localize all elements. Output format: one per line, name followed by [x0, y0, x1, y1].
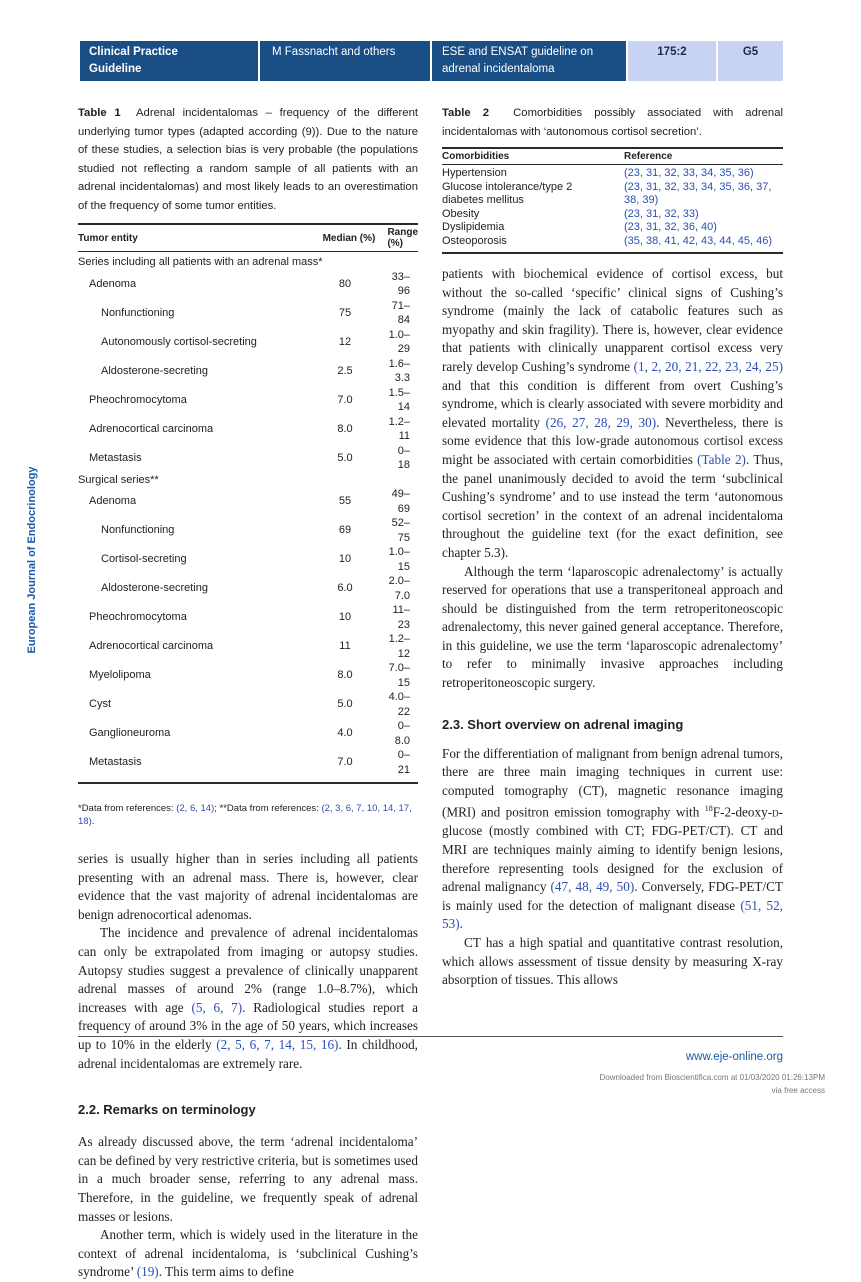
table1-cell-range: 1.6–3.3 — [388, 357, 410, 384]
table1-row — [78, 574, 418, 603]
header-authors — [260, 41, 430, 81]
right-column — [442, 104, 783, 990]
table1-cell-range: 11–23 — [392, 604, 410, 631]
table1-cell-entity: Series including all patients with an adrenal mass* — [78, 256, 323, 268]
table1-row — [78, 252, 418, 270]
table2-cell-comorbidity: Hypertension — [442, 167, 507, 179]
lp4a: Another term, which is widely used in the literature in the context of adrenal incidentaloma, is ‘subclinical Cushing’s syndrome’ — [78, 1227, 418, 1280]
table2-caption — [442, 104, 783, 141]
table1-cell-entity: Metastasis — [89, 451, 142, 464]
footer-access-note: via free access — [771, 1086, 825, 1095]
table1-cell-range: 71–84 — [391, 299, 410, 326]
table1-cell-median — [323, 252, 388, 270]
table1-bottom-rule — [78, 782, 418, 784]
table1-row — [78, 415, 418, 444]
table1-cell-median: 2.5 — [337, 364, 353, 377]
table1-row — [78, 690, 418, 719]
table1-cell-entity: Aldosterone-secreting — [101, 364, 209, 377]
section-heading-2-3: 2.3. Short overview on adrenal imaging — [442, 716, 684, 732]
table1-row — [78, 661, 418, 690]
table1-cell-range: 0–21 — [397, 749, 410, 776]
footer-download-note: Downloaded from Bioscientifica.com at 01/03/2020 01:26:13PM — [599, 1073, 825, 1082]
table1-cell-range: 49–69 — [391, 488, 410, 515]
table1-cell-entity: Aldosterone-secreting — [101, 582, 209, 595]
table1-cell-range: 1.2–11 — [388, 415, 410, 442]
table2-body — [442, 165, 783, 249]
rp3-ref1[interactable]: (47, 48, 49, 50) — [550, 879, 635, 895]
table1-row — [78, 357, 418, 386]
table1-cell-range: 0–18 — [397, 444, 410, 471]
table1-header-range: Range (%) — [387, 227, 418, 249]
footnote-a-refs[interactable]: (2, 6, 14) — [176, 803, 215, 814]
table1-cell-entity: Pheochromocytoma — [89, 611, 187, 624]
table1-cell-entity: Adenoma — [89, 277, 137, 290]
right-paragraph-4: CT has a high spatial and quantitative contrast resolution, which allows assessment of tissue density by measuring X-ray absorption of tissues. This allows — [442, 934, 783, 988]
table1-cell-range: 4.0–22 — [388, 691, 410, 718]
table1-cell-range: 1.0–15 — [388, 546, 410, 573]
left-paragraph-4 — [78, 1226, 418, 1282]
lp2-ref2[interactable]: (2, 5, 6, 7, 14, 15, 16) — [216, 1036, 339, 1052]
rp3e: . — [459, 916, 463, 932]
table1-cell-median: 5.0 — [337, 698, 353, 711]
left-body — [78, 850, 418, 1282]
header-volume — [628, 41, 716, 81]
table2-row — [442, 181, 783, 208]
table1 — [78, 223, 418, 777]
table2-row — [442, 208, 783, 222]
table1-label: Table 1 — [78, 107, 121, 119]
rp3-sup: 18 — [704, 804, 713, 814]
table1-cell-entity: Adrenocortical carcinoma — [89, 640, 214, 653]
left-paragraph-3: As already discussed above, the term ‘adrenal incidentaloma’ can be defined by very restrictive criteria, but is sometimes used in a much broader sense, referring to any adrenal mass. Therefore, in the guideline, we frequently speak of adrenal masses or lesions. — [78, 1134, 418, 1224]
table2-bottom-rule — [442, 252, 783, 254]
right-paragraph-2: Although the term ‘laparoscopic adrenalectomy’ is actually reserved for operations that use a transperitoneal approach and should be distinguished from the term retroperitoneoscopic adrenalectomy, this never gained general acceptance. Therefore, in this guideline, we use the term ‘laparoscopic adrenalectomy’ to refer to minimally invasive approaches including retroperitoneoscopic surgery. — [442, 563, 783, 691]
right-body — [442, 265, 783, 990]
right-paragraph-1 — [442, 265, 783, 563]
table1-cell-entity: Myelolipoma — [89, 669, 151, 682]
table1-row — [78, 328, 418, 357]
table1-cell-median: 12 — [338, 335, 352, 348]
table1-cell-range: 7.0–15 — [388, 662, 410, 689]
left-column — [78, 104, 418, 1282]
table1-cell-median: 80 — [338, 277, 352, 290]
rp1-table-link[interactable]: (Table 2) — [697, 451, 746, 467]
table2-cell-refs[interactable]: (23, 31, 32, 33, 34, 35, 36, 37, 38, 39) — [624, 180, 772, 206]
table1-cell-range — [387, 473, 418, 488]
footnote-b-refs[interactable]: (2, 3, 6, 7, 10, 14, 17, 18) — [78, 803, 412, 827]
header-authors-label: M Fassnacht and others — [272, 46, 396, 58]
header-volume-label: 175:2 — [657, 46, 687, 58]
table2 — [442, 147, 783, 248]
table1-cell-entity: Cortisol-secreting — [101, 553, 187, 566]
table2-row — [442, 165, 783, 181]
table1-cell-median: 6.0 — [337, 582, 353, 595]
table2-cell-refs[interactable]: (23, 31, 32, 33) — [624, 207, 699, 220]
table1-cell-range: 52–75 — [391, 517, 410, 544]
table1-header-median: Median (%) — [322, 232, 376, 244]
table1-header-entity: Tumor entity — [78, 232, 138, 244]
lp2a: The incidence and prevalence of adrenal incidentalomas can only be extrapolated from imaging or autopsy studies. Autopsy studies suggest a prevalence of clinically unapparent adrenal masses of around 2% (range 1.0–8.7%), which increases with age — [78, 925, 418, 1015]
table2-header-reference: Reference — [624, 151, 673, 162]
table2-row — [442, 235, 783, 249]
table2-cell-comorbidity: Osteoporosis — [442, 234, 507, 247]
footer-rule — [78, 1036, 783, 1037]
left-paragraph-1: series is usually higher than in series including all patients presenting with an adrenal mass. There is, however, clear evidence that the vast majority of adrenal incidentalomas are benign adrenocortical adenomas. — [78, 851, 418, 922]
rp1b: and that this condition is different from overt Cushing’s syndrome, which is clearly associated with severe morbidity and elevated mortality — [442, 377, 783, 430]
left-paragraph-2 — [78, 924, 418, 1073]
lp4-ref[interactable]: (19) — [136, 1264, 159, 1280]
table1-cell-range: 2.0–7.0 — [388, 575, 410, 602]
table1-cell-entity: Adrenocortical carcinoma — [89, 422, 214, 435]
table1-row — [78, 748, 418, 777]
rp3-ref2[interactable]: (51, 52, 53) — [442, 897, 783, 932]
table1-cell-median: 11 — [339, 640, 351, 653]
table1-row — [78, 270, 418, 299]
table1-row — [78, 487, 418, 516]
header-title-label: ESE and ENSAT guideline on adrenal incidentaloma — [442, 46, 594, 75]
table1-cell-median: 10 — [338, 553, 352, 566]
table1-cell-median — [323, 473, 388, 488]
footnote-a: *Data from references: — [78, 803, 177, 814]
rp3a: For the differentiation of malignant from benign adrenal tumors, there are three main imaging techniques in current use: computed tomography (CT), magnetic resonance imaging (MRI) and positron emission tomography with — [442, 745, 783, 820]
table1-row — [78, 719, 418, 748]
table1-cell-entity: Nonfunctioning — [101, 524, 175, 537]
table1-row — [78, 545, 418, 574]
table1-cell-median: 75 — [338, 306, 352, 319]
table1-row — [78, 386, 418, 415]
table1-row — [78, 473, 418, 488]
lp2b: . Radiological studies report a frequency of around 3% in the age of 50 years, which increases up to 10% in the elderly — [78, 999, 418, 1052]
footer-site-link[interactable]: www.eje-online.org — [685, 1051, 783, 1063]
table1-cell-entity: Adenoma — [89, 495, 137, 508]
table1-row — [78, 299, 418, 328]
rp1d: . Thus, the panel unanimously decided to avoid the term ‘subclinical Cushing’s syndrome’ and to use instead the term ‘autonomous cortisol secretion’ in the context of an adrenal incidentaloma throughout the guideline text (for the exact definition, see chapter 5.3). — [442, 451, 783, 560]
rp3c: -glucose (mostly combined with CT; FDG-PET/CT). CT and MRI are techniques mainly aiming to identify benign lesions, therefore representing tools designed for the exclusion of adrenal malignancy — [442, 804, 783, 895]
table1-footnote — [78, 802, 418, 828]
table1-row — [78, 444, 418, 473]
lp4b: . This term aims to define — [158, 1264, 294, 1280]
table2-cell-refs[interactable]: (23, 31, 32, 33, 34, 35, 36) — [624, 167, 754, 179]
table1-cell-median: 7.0 — [337, 393, 353, 406]
footnote-end: . — [91, 816, 95, 827]
table1-cell-range: 33–96 — [391, 270, 410, 297]
table2-cell-comorbidity: Glucose intolerance/type 2 diabetes mellitus — [442, 180, 573, 206]
table1-cell-entity: Cyst — [89, 698, 111, 711]
rp1a: patients with biochemical evidence of cortisol excess, but without the so-called ‘specific’ clinical signs of Cushing’s syndrome (mainly the lack of catabolic features such as myopathy and skin fragility). There is, however, clear evidence that patients with clinically unapparent cortisol excess very rarely develop Cushing’s syndrome — [442, 266, 783, 374]
table2-row — [442, 221, 783, 235]
table1-body — [78, 252, 418, 778]
right-paragraph-3 — [442, 745, 783, 934]
table1-cell-median: 7.0 — [337, 756, 353, 769]
rp1-ref1[interactable]: (1, 2, 20, 21, 22, 23, 24, 25) — [633, 358, 783, 374]
table1-row — [78, 603, 418, 632]
table1-row — [78, 632, 418, 661]
header-page-label: G5 — [742, 46, 759, 58]
table1-cell-median: 55 — [338, 495, 352, 508]
section-heading-2-2: 2.2. Remarks on terminology — [78, 1102, 256, 1118]
rp1-ref2[interactable]: (26, 27, 28, 29, 30) — [545, 414, 657, 430]
rp1c: . Nevertheless, there is some evidence that this low-grade autonomous cortisol excess might be associated with certain comorbidities — [442, 414, 783, 467]
table1-cell-entity: Surgical series** — [78, 473, 159, 486]
table1-cell-median: 8.0 — [337, 422, 353, 435]
table1-cell-entity: Nonfunctioning — [101, 306, 175, 319]
table1-cell-range: 0–8.0 — [394, 720, 410, 747]
table1-cell-range — [387, 252, 418, 270]
table1-cell-entity: Metastasis — [89, 756, 142, 769]
rp3-smallcap: d — [772, 804, 779, 820]
sidebar-journal-name: European Journal of Endocrinology — [26, 466, 38, 654]
rp3d: . Conversely, FDG-PET/CT is mainly used for the detection of malignant disease — [442, 879, 783, 913]
header-section — [80, 41, 258, 81]
lp2-ref1[interactable]: (5, 6, 7) — [191, 999, 243, 1015]
table1-cell-median: 69 — [338, 524, 352, 537]
table1-row — [78, 516, 418, 545]
table2-label: Table 2 — [442, 107, 490, 119]
table1-cell-median: 10 — [338, 611, 352, 624]
table2-cell-comorbidity: Dyslipidemia — [442, 221, 505, 233]
table2-caption-text: Comorbidities possibly associated with adrenal incidentalomas with ‘autonomous cortisol secretion’. — [442, 107, 783, 138]
header-section-label: Clinical Practice Guideline — [89, 46, 178, 75]
table2-cell-comorbidity: Obesity — [442, 207, 480, 220]
table1-cell-range: 1.5–14 — [388, 386, 410, 413]
table1-cell-entity: Ganglioneuroma — [89, 727, 171, 740]
table2-header-comorbidities: Comorbidities — [442, 151, 510, 162]
table1-cell-range: 1.0–29 — [388, 328, 410, 355]
table1-cell-entity: Autonomously cortisol-secreting — [101, 335, 257, 348]
table1-cell-median: 5.0 — [337, 451, 353, 464]
table1-caption-text: Adrenal incidentalomas – frequency of the different underlying tumor types (adapted according (9)). Due to the nature of these studies, a selection bias is very probable (the populations studied not reflecting a random sample of all patients with an adrenal incidentalomas) and most likely leads to an overestimation of the frequency of some tumor entities. — [78, 107, 418, 212]
table1-cell-median: 8.0 — [337, 669, 353, 682]
rp3b: F-2-deoxy- — [712, 804, 773, 820]
footnote-b: ; **Data from references: — [214, 803, 322, 814]
table1-cell-range: 1.2–12 — [388, 633, 410, 660]
table1-cell-entity: Pheochromocytoma — [89, 393, 187, 406]
table2-cell-refs[interactable]: (23, 31, 32, 36, 40) — [624, 221, 717, 233]
header-page — [718, 41, 783, 81]
table2-cell-refs[interactable]: (35, 38, 41, 42, 43, 44, 45, 46) — [624, 234, 772, 247]
table1-cell-median: 4.0 — [337, 727, 353, 740]
header-title — [432, 41, 626, 81]
table1-caption — [78, 104, 418, 215]
lp2c: . In childhood, adrenal incidentalomas are extremely rare. — [78, 1036, 418, 1071]
